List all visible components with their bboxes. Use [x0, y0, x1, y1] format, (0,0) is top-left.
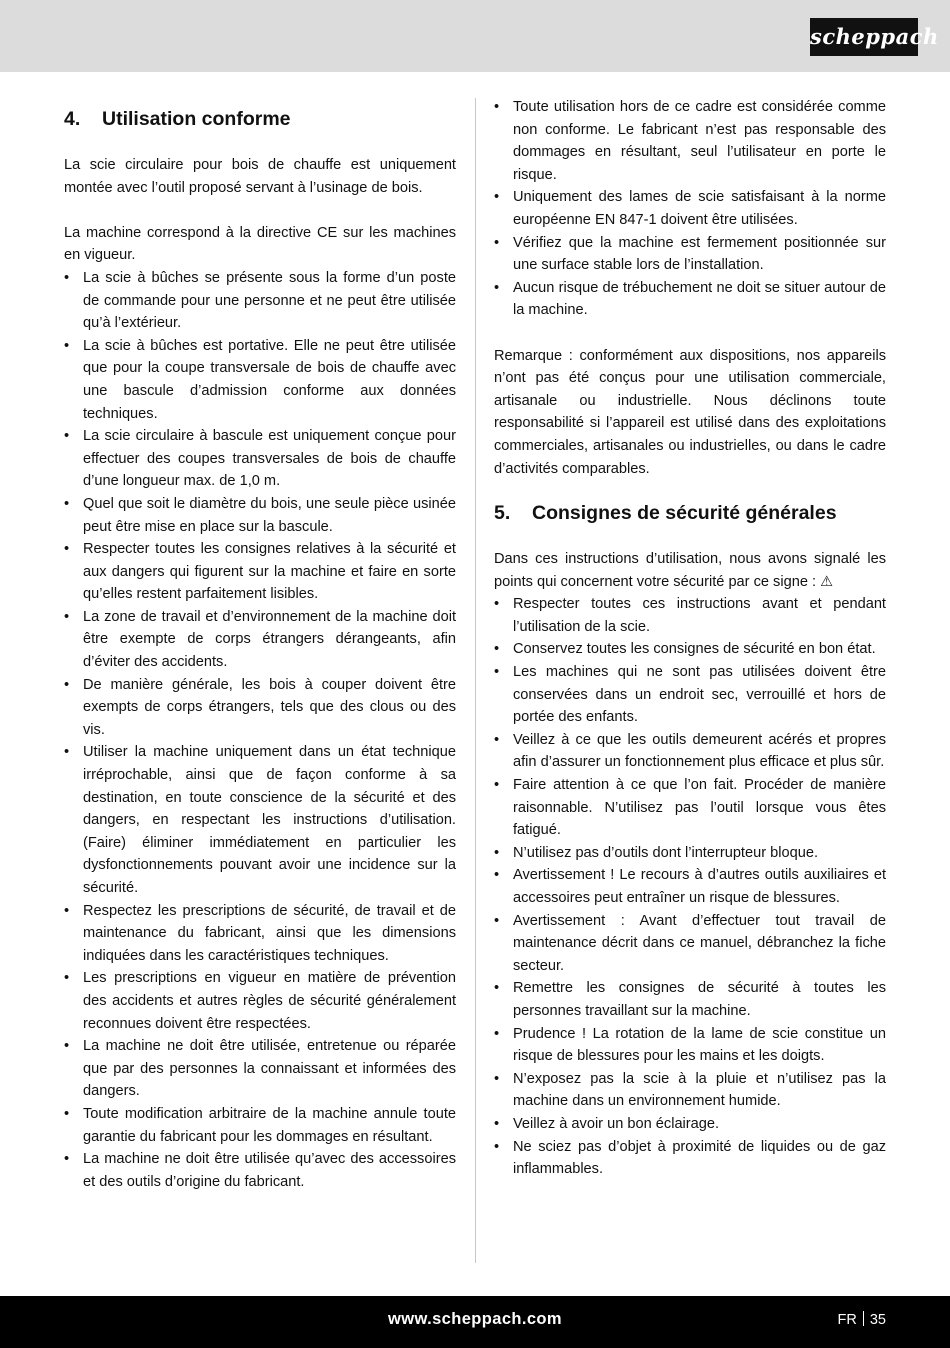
bullet-glyph: • [64, 970, 70, 987]
bullet-glyph: • [494, 1115, 500, 1132]
list-item: • Utiliser la machine uniquement dans un état technique irréprochable, ainsi que de façon conforme à sa destination, en toute conscience de la sécurité et des dangers, en respectant les instructions d’utilisation. (Faire) éliminer immédiatement en particulier les dysfonctionnements pouvant avoir une incidence sur la sécurité. [64, 741, 456, 899]
bullet-glyph: • [64, 337, 70, 354]
list-item: • Ne sciez pas d’objet à proximité de liquides ou de gaz inflammables. [494, 1136, 886, 1181]
bullet-glyph: • [494, 189, 500, 206]
list-item: • Veillez à ce que les outils demeurent acérés et propres afin d’assurer un fonctionnement plus efficace et plus sûr. [494, 729, 886, 774]
list-item: • Uniquement des lames de scie satisfaisant à la norme européenne EN 847-1 doivent être utilisées. [494, 186, 886, 231]
intended-use-paragraph: La scie circulaire pour bois de chauffe est uniquement montée avec l’outil proposé servant à l’usinage de bois. [64, 157, 456, 196]
list-item: • Respectez les prescriptions de sécurité, de travail et de maintenance du fabricant, ainsi que les dimensions indiquées dans les caractéristiques techniques. [64, 900, 456, 968]
list-item: • Conservez toutes les consignes de sécurité en bon état. [494, 638, 886, 661]
bullet-glyph: • [64, 676, 70, 693]
list-item: • Faire attention à ce que l’on fait. Procéder de manière raisonnable. N’utilisez pas l’outil lorsque vous êtes fatigué. [494, 774, 886, 842]
safety-intro-paragraph: Dans ces instructions d’utilisation, nous avons signalé les points qui concernent votre sécurité par ce signe : ⚠ [494, 551, 886, 590]
section-4-title: Utilisation conforme [102, 108, 291, 130]
bullet-glyph: • [494, 664, 500, 681]
bullet-glyph: • [64, 902, 70, 919]
bullet-glyph: • [494, 1070, 500, 1087]
list-item: • La scie à bûches se présente sous la forme d’un poste de commande pour une personne et ne peut être utilisée qu’à l’extérieur. [64, 267, 456, 335]
list-item: • Vérifiez que la machine est fermement positionnée sur une surface stable lors de l’installation. [494, 232, 886, 277]
list-item: • De manière générale, les bois à couper doivent être exempts de corps étrangers, tels que des clous ou des vis. [64, 674, 456, 742]
page-separator [863, 1311, 864, 1326]
bullet-glyph: • [64, 428, 70, 445]
bullet-glyph: • [494, 596, 500, 613]
section-4-number: 4. [64, 108, 81, 130]
list-item: • Prudence ! La rotation de la lame de scie constitue un risque de blessures pour les mains et les doigts. [494, 1023, 886, 1068]
safety-list [494, 593, 886, 1180]
ce-directive-paragraph: La machine correspond à la directive CE sur les machines en vigueur. [64, 224, 456, 264]
bullet-glyph: • [494, 980, 500, 997]
list-item: • La scie à bûches est portative. Elle ne peut être utilisée que pour la coupe transversale de bois de chauffe avec une bascule d’admission conforme aux données techniques. [64, 335, 456, 425]
intended-use-list [64, 267, 456, 1193]
bullet-glyph: • [494, 641, 500, 658]
bullet-glyph: • [64, 541, 70, 558]
list-item: • Quel que soit le diamètre du bois, une seule pièce usinée peut être mise en place sur la bascule. [64, 493, 456, 538]
intended-use-list-continued [494, 96, 886, 322]
bullet-glyph: • [64, 744, 70, 761]
bullet-glyph: • [494, 731, 500, 748]
list-item: • Veillez à avoir un bon éclairage. [494, 1113, 886, 1136]
bullet-glyph: • [64, 1038, 70, 1055]
list-item: • N’exposez pas la scie à la pluie et n’utilisez pas la machine dans un environnement humide. [494, 1068, 886, 1113]
bullet-glyph: • [494, 234, 500, 251]
list-item: • La machine ne doit être utilisée qu’avec des accessoires et des outils d’origine du fabricant. [64, 1148, 456, 1193]
section-5-number: 5. [494, 502, 511, 525]
bullet-glyph: • [64, 1151, 70, 1168]
list-item: • Respecter toutes les consignes relatives à la sécurité et aux dangers qui figurent sur la machine et faire en sorte qu’elles restent parfaitement lisibles. [64, 538, 456, 606]
footer-bar [0, 1296, 950, 1348]
list-item: • La scie circulaire à bascule est uniquement conçue pour effectuer des coupes transversales de bois de chauffe d’une longueur max. de 1,0 m. [64, 425, 456, 493]
language-code: FR [837, 1312, 857, 1328]
bullet-glyph: • [494, 99, 500, 115]
list-item: • Toute utilisation hors de ce cadre est considérée comme non conforme. Le fabricant n’est pas responsable des dommages en résultant, seul l’utilisateur en porte le risque. [494, 96, 886, 186]
header-bar [0, 0, 950, 72]
right-column [494, 96, 886, 1181]
list-item: • Aucun risque de trébuchement ne doit se situer autour de la machine. [494, 277, 886, 322]
remark-paragraph: Remarque : conformément aux dispositions, nos appareils n’ont pas été conçus pour une utilisation commerciale, artisanale ou industrielle. Nous déclinons toute responsabilité si l’appareil est utilisé dans des exploitations commerciales, artisanales ou industrielles, ou dans le cadre d’activités comparables. [494, 347, 886, 477]
column-divider [475, 98, 476, 1263]
list-item: • Avertissement : Avant d’effectuer tout travail de maintenance décrit dans ce manuel, débranchez la fiche secteur. [494, 910, 886, 978]
list-item: • Respecter toutes ces instructions avant et pendant l’utilisation de la scie. [494, 593, 886, 638]
bullet-glyph: • [494, 279, 500, 296]
website-link[interactable]: www.scheppach.com [388, 1310, 562, 1328]
bullet-glyph: • [494, 777, 500, 794]
bullet-glyph: • [494, 867, 500, 884]
bullet-glyph: • [494, 1025, 500, 1042]
section-5-heading [494, 500, 886, 526]
list-item: • Remettre les consignes de sécurité à toutes les personnes travaillant sur la machine. [494, 977, 886, 1022]
bullet-glyph: • [494, 844, 500, 861]
page-number: 35 [869, 1312, 886, 1328]
page-info [838, 1311, 886, 1328]
scheppach-logo: scheppach [810, 18, 918, 56]
list-item: • La zone de travail et d’environnement de la machine doit être exempte de corps étrangers dérangeants, afin d’éviter des accidents. [64, 606, 456, 674]
bullet-glyph: • [64, 269, 70, 286]
list-item: • Avertissement ! Le recours à d’autres outils auxiliaires et accessoires peut entraîner un risque de blessures. [494, 864, 886, 909]
bullet-glyph: • [64, 1105, 70, 1122]
list-item: • La machine ne doit être utilisée, entretenue ou réparée que par des personnes la connaissant et informées des dangers. [64, 1035, 456, 1103]
list-item: • Les prescriptions en vigueur en matière de prévention des accidents et autres règles de sécurité généralement reconnues doivent être respectées. [64, 967, 456, 1035]
left-column [64, 96, 456, 1193]
section-4-heading [64, 106, 456, 132]
bullet-glyph: • [64, 495, 70, 512]
bullet-glyph: • [494, 1138, 500, 1155]
list-item: • Toute modification arbitraire de la machine annule toute garantie du fabricant pour les dommages en résultant. [64, 1103, 456, 1148]
list-item: • Les machines qui ne sont pas utilisées doivent être conservées dans un endroit sec, verrouillé et hors de portée des enfants. [494, 661, 886, 729]
bullet-glyph: • [494, 912, 500, 929]
bullet-glyph: • [64, 608, 70, 625]
section-5-title: Consignes de sécurité générales [532, 502, 837, 525]
list-item: • N’utilisez pas d’outils dont l’interrupteur bloque. [494, 842, 886, 865]
